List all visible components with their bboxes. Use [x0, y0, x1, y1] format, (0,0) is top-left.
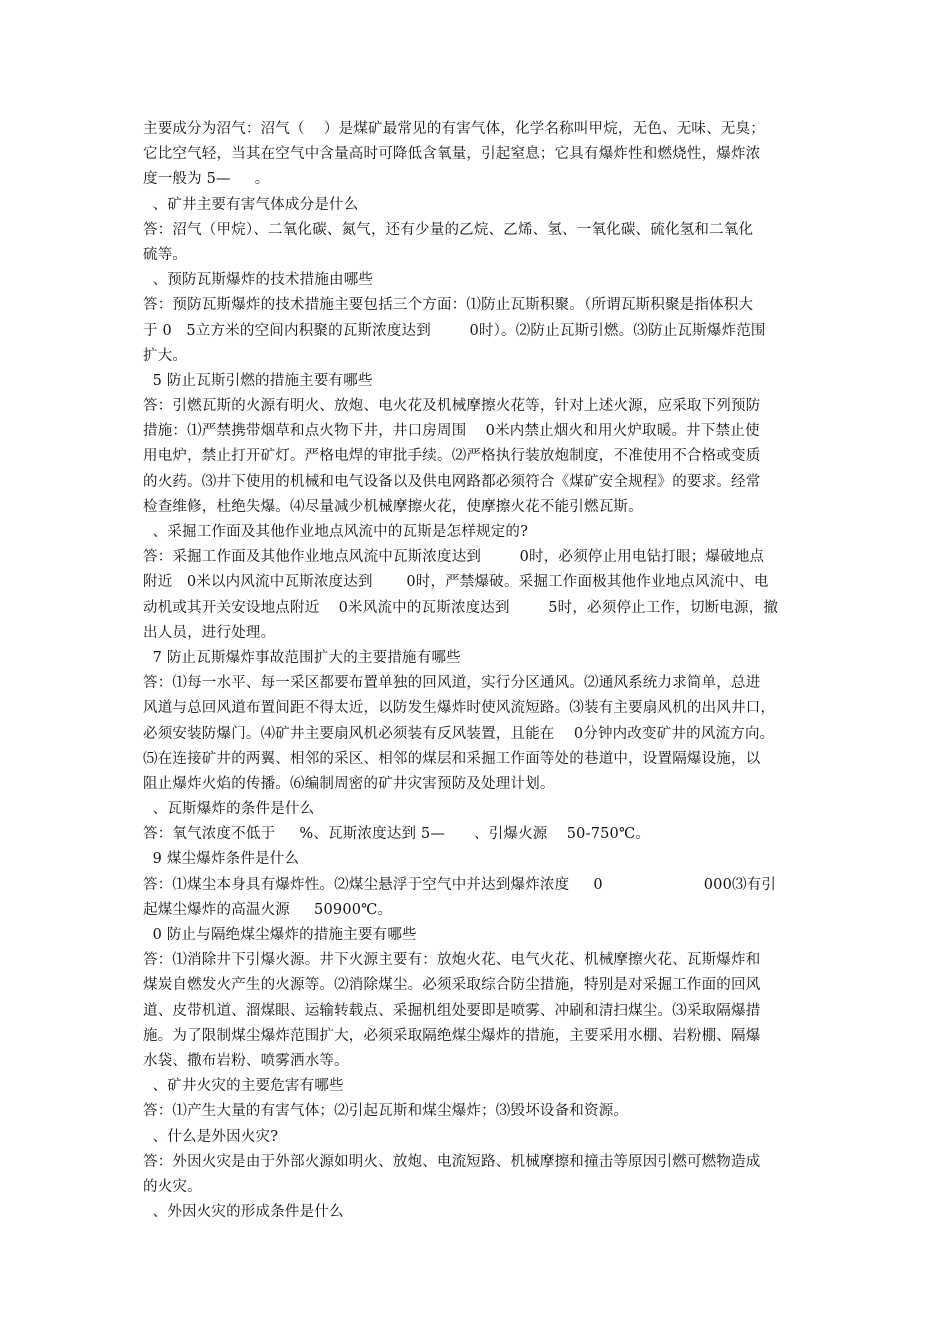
text-line: 风道与总回风道布置间距不得太近，以防发生爆炸时使风流短路。⑶装有主要扇风机的出风井口， [143, 700, 776, 717]
text-line: 起煤尘爆炸的高温火源 50900℃。 [143, 901, 393, 918]
question-heading: 、矿井主要有害气体成分是什么 [143, 196, 359, 213]
text-line: 硫等。 [143, 246, 188, 263]
question-heading: 0 防止与隔绝煤尘爆炸的措施主要有哪些 [143, 927, 417, 943]
text-line: 度一般为 5— 。 [143, 171, 270, 188]
question-heading: 7 防止瓦斯爆炸事故范围扩大的主要措施有哪些 [143, 649, 461, 666]
question-heading: 、瓦斯爆炸的条件是什么 [143, 801, 315, 818]
question-heading: 、采掘工作面及其他作业地点风流中的瓦斯是怎样规定的? [143, 524, 529, 540]
text-line: 水袋、撒布岩粉、喷雾洒水等。 [143, 1052, 349, 1069]
text-line: 检查维修，杜绝失爆。⑷尽量减少机械摩擦火花，使摩擦火花不能引燃瓦斯。 [143, 498, 643, 515]
text-line: 扩大。 [143, 347, 188, 364]
text-line: 它比空气轻，当其在空气中含量高时可降低含氧量，引起窒息；它具有爆炸性和燃烧性，爆炸浓 [143, 146, 761, 163]
text-line: ⑸在连接矿井的两翼、相邻的采区、相邻的煤层和采掘工作面等处的巷道中，设置隔爆设施，以 [143, 750, 761, 767]
text-line: 的火药。⑶井下使用的机械和电气设备以及供电网路都必须符合《煤矿安全规程》的要求。经常 [143, 473, 761, 490]
text-line: 必须安装防爆门。⑷矿井主要扇风机必须装有反风装置，且能在 0分钟内改变矿井的风流方向。 [143, 725, 775, 742]
text-line: 答：⑴产生大量的有害气体；⑵引起瓦斯和煤尘爆炸；⑶毁坏设备和资源。 [143, 1103, 629, 1120]
document-body [143, 117, 810, 1225]
question-heading: 9 煤尘爆炸条件是什么 [143, 851, 300, 868]
text-line: 主要成分为沼气：沼气（ ）是煤矿最常见的有害气体，化学名称叫甲烷，无色、无味、无臭； [143, 121, 765, 137]
text-line: 用电炉，禁止打开矿灯。严格电焊的审批手续。⑵严格执行装放炮制度，不准使用不合格或变质 [143, 448, 761, 465]
text-line: 煤炭自燃发火产生的火源等。⑵消除煤尘。必须采取综合防尘措施，特别是对采掘工作面的回风 [143, 977, 761, 994]
text-line: 答：采掘工作面及其他作业地点风流中瓦斯浓度达到 0时，必须停止用电钻打眼；爆破地点 [143, 549, 765, 566]
text-line: 的火灾。 [143, 1178, 202, 1195]
text-line: 道、皮带机道、溜煤眼、运输转载点、采掘机组处要即是喷雾、冲刷和清扫煤尘。⑶采取隔爆措 [143, 1002, 761, 1019]
text-line: 答：⑴每一水平、每一采区都要布置单独的回风道，实行分区通风。⑵通风系统力求简单，总进 [143, 675, 761, 692]
text-line: 施。为了限制煤尘爆炸范围扩大，必须采取隔绝煤尘爆炸的措施，主要采用水棚、岩粉棚、隔爆 [143, 1027, 761, 1044]
text-line: 答：引燃瓦斯的火源有明火、放炮、电火花及机械摩擦火花等，针对上述火源，应采取下列预防 [143, 398, 761, 415]
question-heading: 、矿井火灾的主要危害有哪些 [143, 1078, 344, 1095]
text-line: 阻止爆炸火焰的传播。⑹编制周密的矿井灾害预防及处理计划。 [143, 775, 555, 792]
text-line: 措施：⑴严禁携带烟草和点火物下井，井口房周围 0米内禁止烟火和用火炉取暖。井下禁止使 [143, 423, 760, 440]
text-line: 答：⑴消除井下引爆火源。井下火源主要有：放炮火花、电气火花、机械摩擦火花、瓦斯爆炸和 [143, 952, 761, 969]
text-line: 答：氧气浓度不低于 %、瓦斯浓度达到 5— 、引爆火源 50-750℃。 [143, 826, 651, 843]
text-line: 附近 0米以内风流中瓦斯浓度达到 0时，严禁爆破。采掘工作面极其他作业地点风流中、电 [143, 574, 769, 591]
text-line: 答：外因火灾是由于外部火源如明火、放炮、电流短路、机械摩擦和撞击等原因引燃可燃物造成 [143, 1153, 761, 1170]
question-heading: 、外因火灾的形成条件是什么 [143, 1204, 344, 1221]
question-heading: 、预防瓦斯爆炸的技术措施由哪些 [143, 272, 374, 289]
text-line: 出人员，进行处理。 [143, 624, 276, 641]
text-line: 答：沼气（甲烷）、二氧化碳、氮气，还有少量的乙烷、乙烯、氢、一氧化碳、硫化氢和二氧化 [143, 221, 754, 238]
text-line: 动机或其开关安设地点附近 0米风流中的瓦斯浓度达到 5时，必须停止工作，切断电源，撤 [143, 599, 779, 616]
text-line: 答：预防瓦斯爆炸的技术措施主要包括三个方面：⑴防止瓦斯积聚。（所谓瓦斯积聚是指体积大 [143, 297, 754, 314]
text-line: 于 0 5立方米的空间内积聚的瓦斯浓度达到 0时）。⑵防止瓦斯引燃。⑶防止瓦斯爆炸范围 [143, 322, 766, 339]
text-line: 答：⑴煤尘本身具有爆炸性。⑵煤尘悬浮于空气中并达到爆炸浓度 0 000⑶有引 [143, 876, 777, 893]
question-heading: 5 防止瓦斯引燃的措施主要有哪些 [143, 372, 373, 389]
question-heading: 、什么是外因火灾? [143, 1128, 279, 1145]
